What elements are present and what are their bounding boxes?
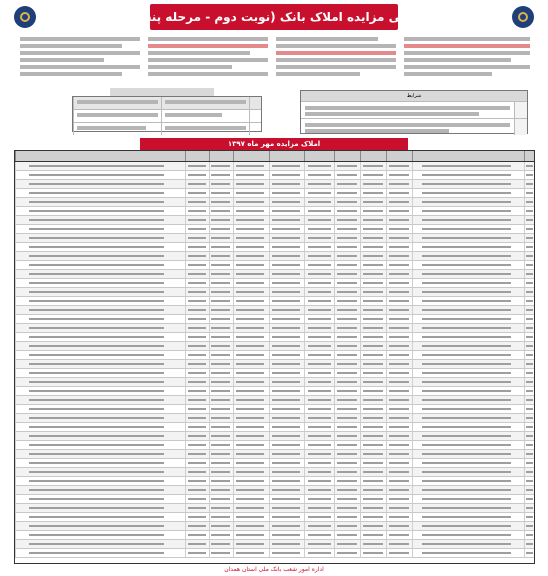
section-title: املاک مزایده مهر ماه ۱۳۹۷	[140, 138, 408, 150]
table-row	[15, 315, 534, 324]
table-row	[15, 288, 534, 297]
table-header	[15, 151, 534, 162]
table-row	[15, 351, 534, 360]
table-row	[15, 216, 534, 225]
table-row	[15, 333, 534, 342]
table-row	[301, 118, 527, 135]
table-row	[15, 450, 534, 459]
bank-logo-left	[14, 6, 36, 28]
table-row	[15, 279, 534, 288]
table-body	[15, 162, 534, 558]
table-row	[15, 378, 534, 387]
table-row	[15, 513, 534, 522]
table-row	[15, 270, 534, 279]
table-row	[73, 97, 261, 109]
table-row	[15, 495, 534, 504]
table-row	[15, 504, 534, 513]
table-row	[15, 468, 534, 477]
intro-column	[20, 34, 140, 90]
table-row	[15, 189, 534, 198]
table-row	[15, 162, 534, 171]
bank-logo-right	[512, 6, 534, 28]
table-row	[15, 225, 534, 234]
intro-text	[20, 34, 530, 90]
payment-table-title	[110, 88, 214, 96]
payment-terms-table	[72, 96, 262, 132]
properties-table	[14, 150, 535, 564]
table-row	[15, 360, 534, 369]
table-row	[15, 207, 534, 216]
table-row	[15, 432, 534, 441]
conditions-heading: شرایط	[301, 91, 527, 101]
table-row	[15, 477, 534, 486]
table-row	[15, 306, 534, 315]
table-row	[15, 369, 534, 378]
notice-title: آگهی مزایده املاک بانک (نوبت دوم - مرحله پنجم)	[150, 4, 398, 30]
intro-column	[404, 34, 530, 90]
table-row	[15, 171, 534, 180]
table-row	[15, 486, 534, 495]
intro-column	[148, 34, 268, 90]
table-row	[15, 324, 534, 333]
table-row	[15, 522, 534, 531]
footer-text: اداره امور شعب بانک ملی استان همدان	[224, 566, 324, 573]
intro-column	[276, 34, 396, 90]
table-row	[15, 180, 534, 189]
table-row	[15, 414, 534, 423]
table-row	[15, 423, 534, 432]
table-row	[15, 441, 534, 450]
table-row	[15, 198, 534, 207]
table-row	[15, 549, 534, 558]
table-row	[73, 122, 261, 135]
table-row	[15, 405, 534, 414]
side-vertical-text	[2, 16, 12, 52]
conditions-table	[300, 90, 528, 134]
table-row	[15, 297, 534, 306]
table-row	[15, 234, 534, 243]
table-row	[73, 109, 261, 122]
table-row	[301, 101, 527, 118]
table-row	[15, 252, 534, 261]
table-row	[15, 540, 534, 549]
table-row	[15, 387, 534, 396]
table-row	[15, 531, 534, 540]
table-row	[15, 396, 534, 405]
table-row	[15, 459, 534, 468]
header	[0, 0, 548, 34]
table-row	[15, 261, 534, 270]
table-row	[15, 342, 534, 351]
table-row	[15, 243, 534, 252]
